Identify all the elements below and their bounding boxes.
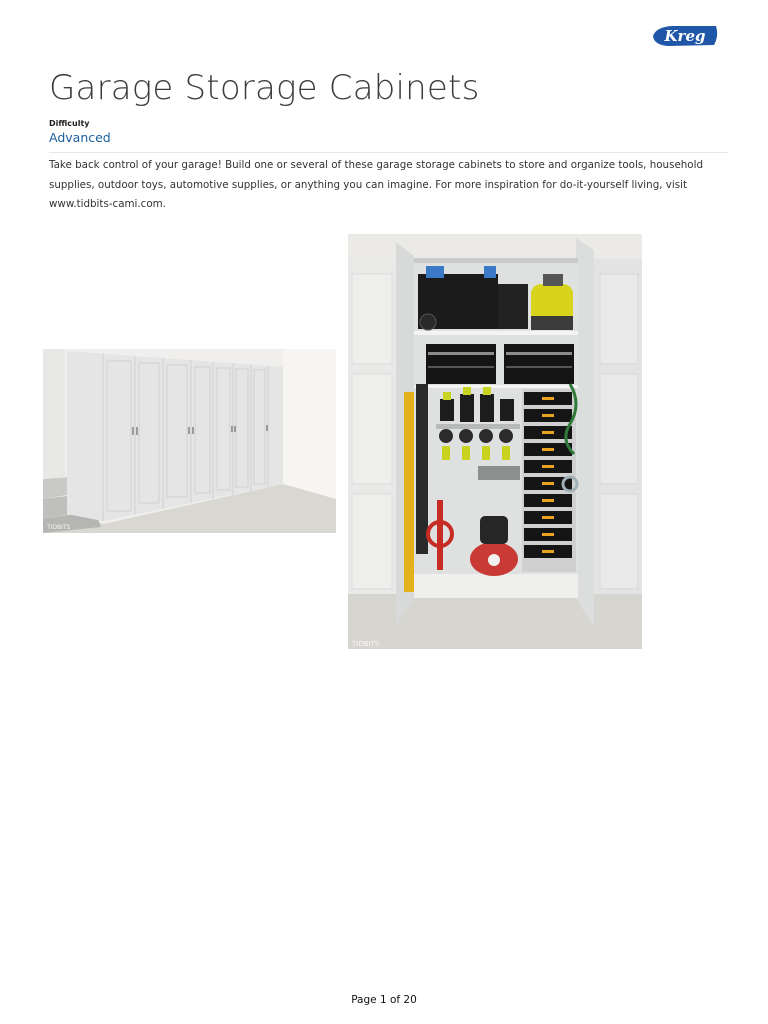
- photo-watermark: TIDBITS: [47, 524, 71, 531]
- difficulty-value: Advanced: [49, 130, 111, 145]
- open-cabinet-photo: [348, 234, 642, 649]
- page-number: Page 1 of 20: [351, 994, 417, 1006]
- difficulty-label: Difficulty: [49, 119, 90, 128]
- closed-cabinets-photo: [43, 349, 336, 533]
- logo-text: Kreg: [664, 27, 706, 45]
- divider: [49, 152, 728, 153]
- photo-watermark: TIDBITS: [352, 640, 380, 648]
- kreg-logo: [650, 24, 720, 48]
- project-description: Take back control of your garage! Build one or several of these garage storage cabinets to store and organize tools, household supplies, outdoor toys, automotive supplies, or anything you can imagine. For more inspiration for do-it-yourself living, visit www.tidbits-cami.com.: [49, 159, 704, 210]
- page-title: Garage Storage Cabinets: [49, 68, 480, 108]
